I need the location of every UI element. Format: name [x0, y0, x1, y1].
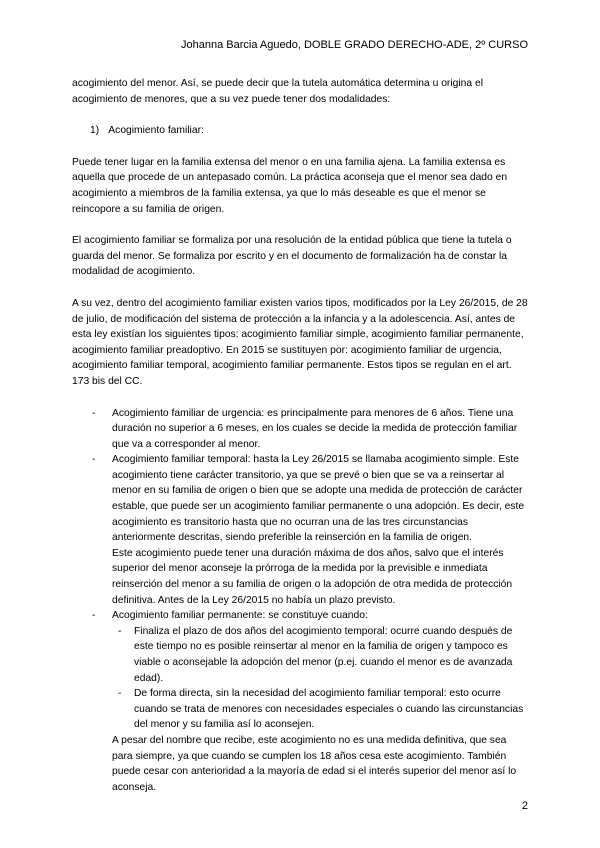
dash-marker: -: [118, 688, 122, 700]
dash-marker: -: [92, 454, 96, 466]
sub-list-item-text: Finaliza el plazo de dos años del acogimiento temporal: ocurre cuando después de este tiempo no es posible reinsertar al menor en la familia de origen y tampoco es viable o aconsejable la adopción del menor (p.ej. cuando el menor es de avanzada edad).: [134, 625, 513, 684]
types-list: [72, 406, 528, 733]
sub-list-item: [112, 624, 528, 686]
sub-list-item: [112, 686, 528, 733]
list-item-permanente: [72, 608, 528, 733]
closing-paragraph: A pesar del nombre que recibe, este acogimiento no es una medida definitiva, que sea para siempre, ya que cuando se cumplen los 18 años cesa este acogimiento. También puede cesar con anterioridad a la mayoría de edad si el interés superior del menor así lo aconseja.: [112, 734, 517, 793]
list-item-temporal: [72, 452, 528, 608]
paragraph-tipos: A su vez, dentro del acogimiento familiar existen varios tipos, modificados por la Ley 26/2015, de 28 de julio, de modificación del sistema de protección a la infancia y a la adolescencia. Así, antes de esta ley existían los siguientes tipos: acogimiento familiar simple, acogimiento familiar permanente, acogimiento familiar preadoptivo. En 2015 se sustituyen por: acogimiento familiar de urgencia, acogimiento familiar temporal, acogimiento familiar permanente. Estos tipos se regulan en el art. 173 bis del CC.: [72, 297, 528, 387]
dash-marker: -: [118, 625, 122, 637]
heading-text: Acogimiento familiar:: [108, 125, 204, 137]
list-item-text: Acogimiento familiar permanente: se constituye cuando:: [112, 610, 368, 622]
list-item-text: Acogimiento familiar temporal: hasta la Ley 26/2015 se llamaba acogimiento simple. Este acogimiento tiene carácter transitorio, ya que se prevé o bien que se va a reinsertar al menor en su familia de origen o bien que se adopte una medida de protección de carácter estable, que puede ser un acogimiento familiar permanente o una adopción. Es decir, este acogimiento es transitorio hasta que no ocurran una de las tres circunstancias anteriormente descritas, siendo preferible la reinserción en la familia de origen.: [112, 454, 525, 544]
numbered-heading: [90, 123, 528, 139]
page-number: 2: [521, 800, 528, 812]
dash-marker: -: [92, 407, 96, 419]
intro-paragraph: acogimiento del menor. Así, se puede decir que la tutela automática determina u origina el acogimiento de menores, que a su vez puede tener dos modalidades:: [72, 78, 483, 105]
paragraph-formalizacion: El acogimiento familiar se formaliza por una resolución de la entidad pública que tiene la tutela o guarda del menor. Se formaliza por escrito y en el documento de formalización ha de constar la modalidad de acogimiento.: [72, 235, 512, 278]
document-body: [72, 76, 528, 795]
list-item-continuation: Este acogimiento puede tener una duración máxima de dos años, salvo que el interés superior del menor aconseje la prórroga de la medida por la previsible e inmediata reinserción del menor a su familia de origen o la adopción de otra medida de protección definitiva. Antes de la Ley 26/2015 no había un plazo previsto.: [112, 547, 513, 606]
sub-list: [112, 624, 528, 733]
list-item-text: Acogimiento familiar de urgencia: es principalmente para menores de 6 años. Tiene una duración no superior a 6 meses, en los cuales se decide la medida de protección familiar que va a corresponder al menor.: [112, 407, 518, 450]
list-item-urgencia: [72, 406, 528, 453]
sub-list-item-text: De forma directa, sin la necesidad del acogimiento familiar temporal: esto ocurre cuando se trata de menores con necesidades especiales o cuando las circunstancias del menor y su familia así lo aconsejen.: [134, 688, 524, 731]
dash-marker: -: [92, 610, 96, 622]
paragraph-familia-extensa: Puede tener lugar en la familia extensa del menor o en una familia ajena. La familia extensa es aquella que procede de un antepasado común. La práctica aconseja que el menor sea dado en acogimiento a miembros de la familia extensa, ya que lo más deseable es que el menor se reincopore a su familia de origen.: [72, 156, 508, 215]
page-header: Johanna Barcia Aguedo, DOBLE GRADO DERECHO-ADE, 2º CURSO: [181, 39, 528, 51]
heading-number: 1): [90, 125, 100, 137]
